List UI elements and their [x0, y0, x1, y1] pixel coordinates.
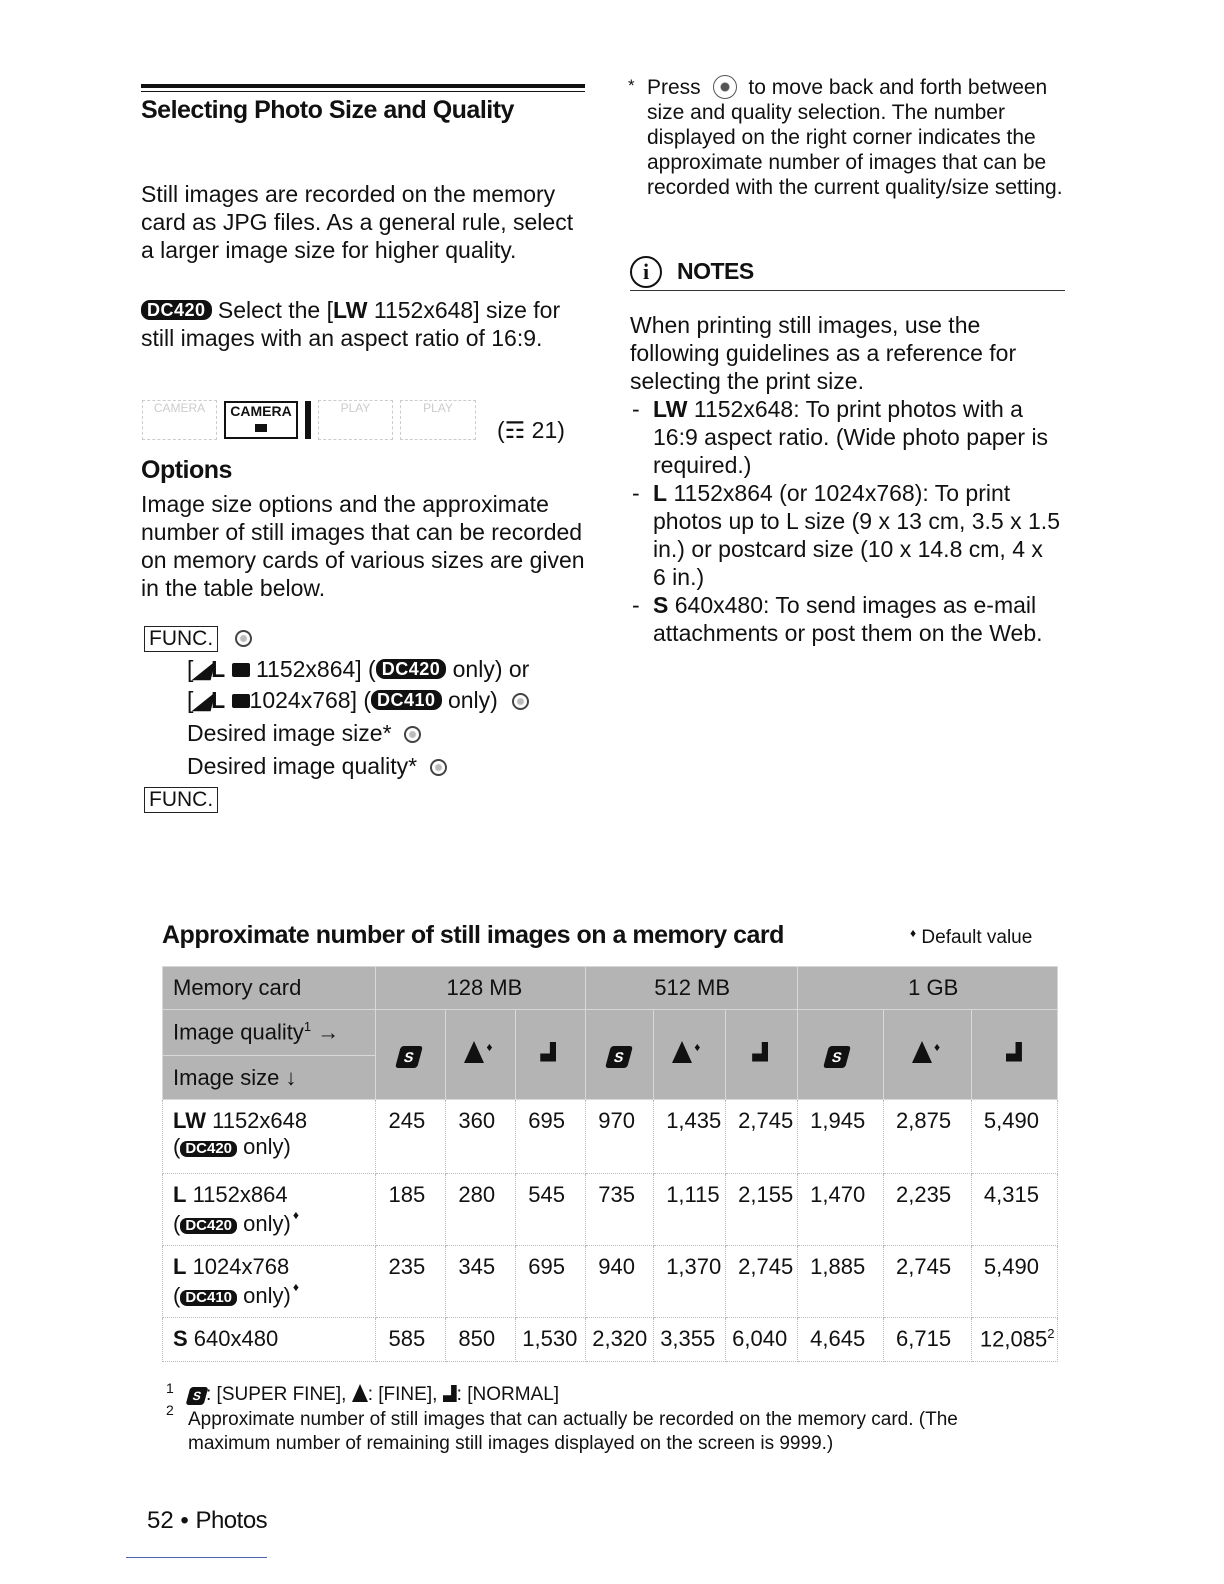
page-title: Selecting Photo Size and Quality — [141, 96, 514, 124]
quality-fine-header: ♦ — [446, 1010, 516, 1100]
footnote-2: Approximate number of still images that can actually be recorded on the memory card. (The maximum number of remaining still images displayed on the screen is 9999.) — [188, 1409, 958, 1454]
table-cell: 5,490 — [971, 1246, 1057, 1318]
table-cell: 360 — [446, 1100, 516, 1174]
row-label: S 640x480 — [163, 1318, 376, 1362]
list-item: - L 1152x864 (or 1024x768): To print photos up to L size (9 x 13 cm, 3.5 x 1.5 in.) or postcard size (10 x 14.8 cm, 4 x 6 in.) — [630, 479, 1060, 591]
row-label: L 1152x864 ( DC420 only) ♦ — [163, 1174, 376, 1246]
notes-rule — [630, 290, 1065, 291]
table-title: Approximate number of still images on a memory card — [162, 921, 784, 949]
table-cell: 850 — [446, 1318, 516, 1362]
mode-divider — [305, 401, 311, 439]
default-value-legend: ♦ Default value — [910, 926, 1033, 948]
normal-icon — [1006, 1042, 1022, 1062]
section-name: Photos — [195, 1507, 268, 1534]
title-rule — [141, 84, 585, 88]
table-cell: 585 — [376, 1318, 446, 1362]
joystick-icon — [512, 693, 529, 710]
notes-heading: NOTES — [677, 258, 754, 284]
table-cell: 2,320 — [586, 1318, 654, 1362]
step-line-2: [◢L 1024x768] ( DC410 only) — [187, 686, 529, 714]
table-cell: 545 — [516, 1174, 586, 1246]
info-icon: i — [630, 256, 662, 288]
normal-icon — [540, 1042, 556, 1062]
dc410-badge: DC410 — [371, 690, 442, 710]
table-row — [163, 1318, 1058, 1362]
memory-card-header: Memory card — [163, 967, 376, 1010]
normal-icon — [443, 1385, 457, 1402]
table-row — [163, 1174, 1058, 1246]
size-1gb-header: 1 GB — [798, 967, 1058, 1010]
dc420-badge: DC420 — [180, 1141, 237, 1157]
dc410-badge: DC410 — [180, 1290, 237, 1306]
intro-paragraph: Still images are recorded on the memory card as JPG files. As a general rule, select a larger image size for higher quality. — [141, 181, 574, 263]
table-cell: 940 — [586, 1246, 654, 1318]
row-label: L 1024x768 ( DC410 only) ♦ — [163, 1246, 376, 1318]
footnote-1-number: 1 — [166, 1380, 174, 1396]
press-note: Press to move back and forth between size and quality selection. The number displayed on the right corner indicates the approximate number of images that can be recorded with the current quality/size setting. — [647, 76, 1063, 199]
table-cell: 2,155 — [726, 1174, 798, 1246]
table-cell: 4,315 — [971, 1174, 1057, 1246]
table-cell: 245 — [376, 1100, 446, 1174]
func-step-end — [144, 784, 218, 813]
table-cell: 2,745 — [884, 1246, 972, 1318]
table-cell: 2,745 — [726, 1100, 798, 1174]
fine-icon — [672, 1041, 692, 1063]
camera-mode-icon: CAMERA — [224, 401, 298, 439]
superfine-icon: S — [396, 1046, 424, 1068]
footnote-2-number: 2 — [166, 1402, 174, 1418]
table-cell: 695 — [516, 1100, 586, 1174]
image-quality-header: Image quality$^1$ → — [163, 1010, 376, 1056]
table-cell: 6,040 — [726, 1318, 798, 1362]
joystick-icon — [713, 75, 737, 99]
notes-intro: When printing still images, use the following guidelines as a reference for selecting the print size. — [630, 312, 1017, 394]
page-footer — [147, 1507, 267, 1535]
table-cell: 2,235 — [884, 1174, 972, 1246]
title-rule-thin — [141, 91, 585, 92]
footer-link-underline — [126, 1557, 267, 1558]
table-row — [163, 1246, 1058, 1318]
camera-icon — [232, 694, 250, 708]
quality-superfine-header — [586, 1010, 654, 1100]
footer-bullet: • — [180, 1507, 189, 1534]
table-cell: 1,370 — [654, 1246, 726, 1318]
joystick-icon — [404, 726, 421, 743]
func-button: FUNC. — [144, 626, 218, 652]
table-cell: 6,715 — [884, 1318, 972, 1362]
table-row — [163, 1100, 1058, 1174]
dc420-badge: DC420 — [180, 1218, 237, 1234]
dc420-note: DC420 Select the [LW 1152x648] size for still images with an aspect ratio of 16:9. — [141, 297, 561, 351]
table-cell: 2,745 — [726, 1246, 798, 1318]
print-guidelines — [630, 395, 1060, 647]
superfine-icon: S — [186, 1387, 209, 1405]
memory-card-table — [162, 966, 1058, 1362]
func-button: FUNC. — [144, 787, 218, 813]
list-item: - S 640x480: To send images as e-mail attachments or post them on the Web. — [630, 591, 1060, 647]
step-line-4: Desired image quality* — [187, 752, 447, 780]
size-128mb-header: 128 MB — [376, 967, 586, 1010]
quality-superfine-header — [798, 1010, 884, 1100]
joystick-icon — [430, 759, 447, 776]
play-mode-icon-faded: PLAY — [318, 400, 393, 440]
table-cell: 735 — [586, 1174, 654, 1246]
row-label: LW 1152x648 ( DC420 only) — [163, 1100, 376, 1174]
table-cell: 5,490 — [971, 1100, 1057, 1174]
fine-icon — [352, 1384, 368, 1402]
table-cell: 970 — [586, 1100, 654, 1174]
table-cell: 4,645 — [798, 1318, 884, 1362]
page-number: 52 — [147, 1507, 174, 1534]
footnote-1: S : [SUPER FINE], : [FINE], : [NORMAL] — [188, 1384, 559, 1406]
table-cell: 185 — [376, 1174, 446, 1246]
image-size-header: Image size ↓ — [163, 1056, 376, 1100]
table-cell: 1,945 — [798, 1100, 884, 1174]
fine-icon — [912, 1041, 932, 1063]
superfine-icon: S — [605, 1046, 633, 1068]
fine-icon — [464, 1041, 484, 1063]
table-cell: 235 — [376, 1246, 446, 1318]
superfine-icon: S — [823, 1046, 851, 1068]
normal-icon — [752, 1042, 768, 1062]
quality-fine-header: ♦ — [654, 1010, 726, 1100]
table-cell: 2,875 — [884, 1100, 972, 1174]
asterisk: * — [628, 76, 635, 95]
step-line-3: Desired image size* — [187, 719, 421, 747]
table-cell: 12,085$^2$ — [971, 1318, 1057, 1362]
play-photo-mode-icon-faded: PLAY — [400, 400, 476, 440]
list-item: - LW 1152x648: To print photos with a 16:9 aspect ratio. (Wide photo paper is required.) — [630, 395, 1060, 479]
table-cell: 3,355 — [654, 1318, 726, 1362]
table-cell: 695 — [516, 1246, 586, 1318]
dc420-badge: DC420 — [376, 659, 447, 679]
table-cell: 1,530 — [516, 1318, 586, 1362]
table-cell: 1,470 — [798, 1174, 884, 1246]
table-cell: 1,115 — [654, 1174, 726, 1246]
quality-fine-header: ♦ — [884, 1010, 972, 1100]
size-512mb-header: 512 MB — [586, 967, 798, 1010]
quality-superfine-header — [376, 1010, 446, 1100]
joystick-icon — [235, 630, 252, 647]
table-cell: 345 — [446, 1246, 516, 1318]
camera-icon — [232, 663, 250, 677]
options-paragraph: Image size options and the approximate number of still images that can be recorded on memory cards of various sizes are given in the table below. — [141, 491, 585, 601]
page-reference: (☶ 21) — [497, 417, 565, 443]
options-heading: Options — [141, 456, 232, 484]
quality-normal-header — [726, 1010, 798, 1100]
table-cell: 1,885 — [798, 1246, 884, 1318]
step-line-1: [◢L 1152x864] ( DC420 only) or — [187, 656, 530, 682]
func-step-start — [144, 623, 252, 652]
quality-normal-header — [516, 1010, 586, 1100]
table-cell: 1,435 — [654, 1100, 726, 1174]
camera-mode-icon-faded: CAMERA — [142, 400, 217, 440]
dc420-badge: DC420 — [141, 300, 212, 320]
table-cell: 280 — [446, 1174, 516, 1246]
quality-normal-header — [971, 1010, 1057, 1100]
